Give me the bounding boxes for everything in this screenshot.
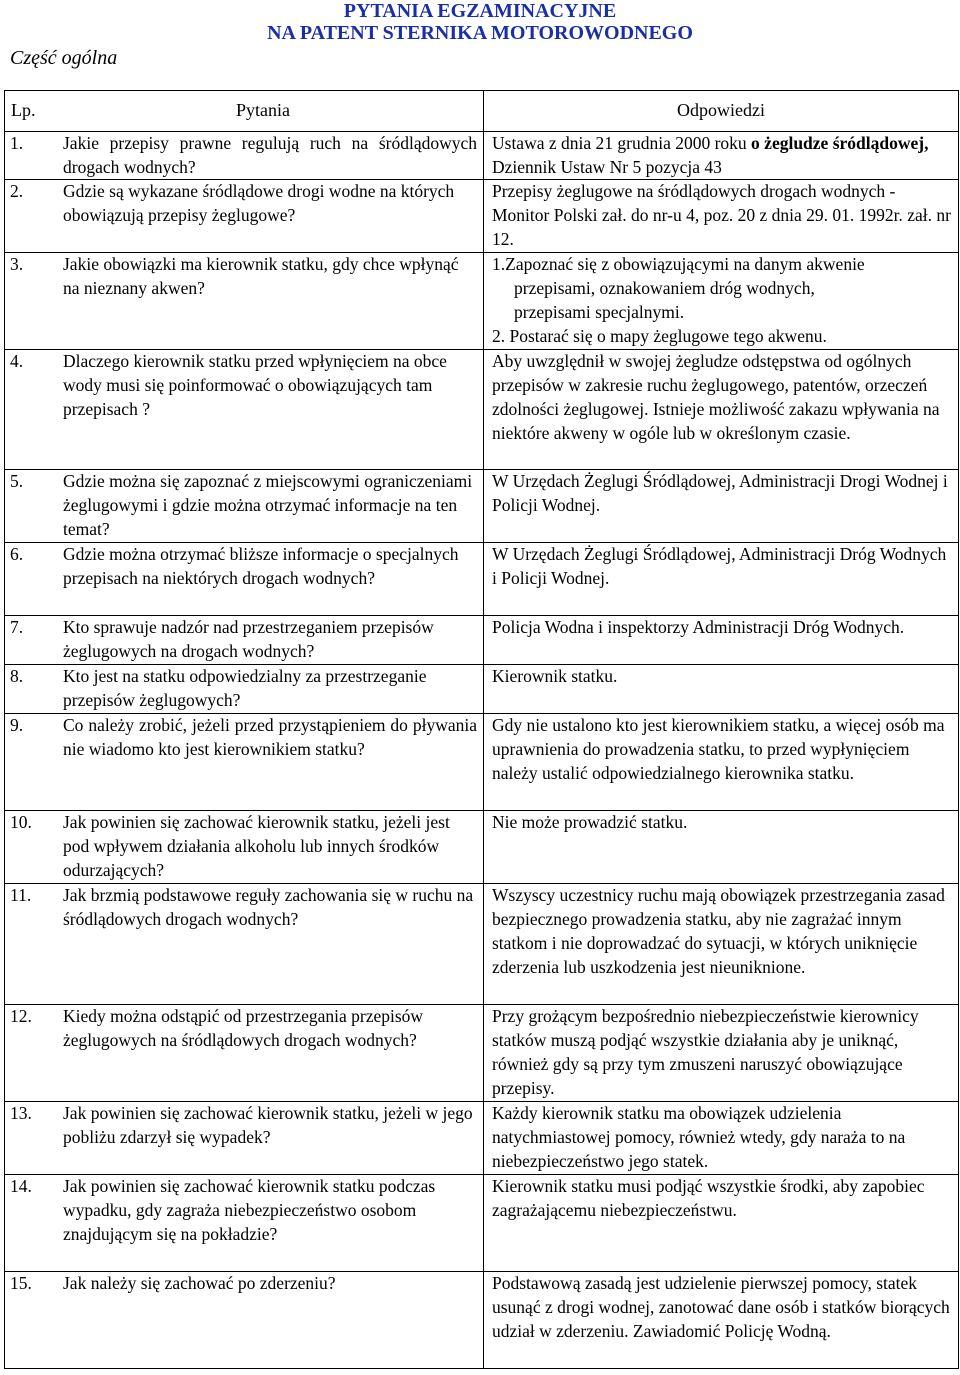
document-title-line2: NA PATENT STERNIKA MOTOROWODNEGO xyxy=(267,22,693,44)
answer-cell xyxy=(484,132,959,180)
header-cell-questions xyxy=(5,91,484,132)
question-text: Dlaczego kierownik statku przed wpłynięciem na obce wody musi się poinformować o obowiązujących tam przepisach ? xyxy=(63,351,447,419)
answer-cell: Wszyscy uczestnicy ruchu mają obowiązek przestrzegania zasad bezpiecznego prowadzenia statku, aby nie zagrażać innym statkom i nie doprowadzać do sytuacji, w których uniknięcie zderzenia lub uszkodzenia jest nieuniknione. xyxy=(484,884,959,1005)
question-number: 7. xyxy=(10,617,24,638)
question-number: 10. xyxy=(10,812,32,833)
questions-table xyxy=(4,90,959,1369)
table-row xyxy=(5,132,959,180)
question-number: 1. xyxy=(10,133,24,153)
question-text: Jak powinien się zachować kierownik statku, jeżeli w jego pobliżu zdarzył się wypadek? xyxy=(63,1103,473,1148)
question-cell xyxy=(5,253,484,350)
question-text: Gdzie można się zapoznać z miejscowymi ograniczeniami żeglugowymi i gdzie można otrzymać informacje na ten temat? xyxy=(63,471,473,539)
question-text: Gdzie można otrzymać bliższe informacje o specjalnych przepisach na niektórych drogach wodnych? xyxy=(63,544,459,589)
question-text: Jakie przepisy prawne regulują ruch na śródlądowych drogach wodnych? xyxy=(63,133,477,177)
question-text: Jak powinien się zachować kierownik statku, jeżeli jest pod wpływem działania alkoholu lub innych środków odurzających? xyxy=(63,812,450,880)
question-text: Kto sprawuje nadzór nad przestrzeganiem przepisów żeglugowych na drogach wodnych? xyxy=(63,617,434,662)
table-row xyxy=(5,1102,959,1175)
answer-cell: Każdy kierownik statku ma obowiązek udzielenia natychmiastowej pomocy, również wtedy, gdy naraża to na niebezpieczeństwo jego statek. xyxy=(484,1102,959,1175)
table-row xyxy=(5,543,959,616)
question-text: Jak brzmią podstawowe reguły zachowania się w ruchu na śródlądowych drogach wodnych? xyxy=(63,885,474,930)
question-text: Jakie obowiązki ma kierownik statku, gdy chce wpłynąć na nieznany akwen? xyxy=(63,254,459,299)
answer-line: przepisami, oznakowaniem dróg wodnych, xyxy=(514,278,815,299)
question-text: Kiedy można odstąpić od przestrzegania przepisów żeglugowych na śródlądowych drogach wodnych? xyxy=(63,1006,424,1051)
question-text: Gdzie są wykazane śródlądowe drogi wodne na których obowiązują przepisy żeglugowe? xyxy=(63,181,455,226)
answer-cell: Kierownik statku. xyxy=(484,665,959,714)
column-header-questions: Pytania xyxy=(236,100,290,121)
question-cell xyxy=(5,470,484,543)
question-number: 11. xyxy=(10,885,32,906)
table-row xyxy=(5,1175,959,1272)
question-number: 6. xyxy=(10,544,24,565)
answer-line: 2. Postarać się o mapy żeglugowe tego akwenu. xyxy=(492,325,827,346)
table-row xyxy=(5,811,959,884)
question-number: 14. xyxy=(10,1176,32,1197)
question-cell xyxy=(5,811,484,884)
answer-text-part: Ustawa z dnia 21 grudnia 2000 roku xyxy=(492,133,752,153)
section-label: Część ogólna xyxy=(10,47,118,69)
answer-cell: W Urzędach Żeglugi Śródlądowej, Administracji Drogi Wodnej i Policji Wodnej. xyxy=(484,470,959,543)
question-text: Kto jest na statku odpowiedzialny za przestrzeganie przepisów żeglugowych? xyxy=(63,666,427,711)
question-cell xyxy=(5,1102,484,1175)
answer-bold-text: o żegludze śródlądowej, xyxy=(751,133,929,153)
table-row xyxy=(5,470,959,543)
question-number: 2. xyxy=(10,181,24,202)
question-cell xyxy=(5,714,484,811)
question-number: 15. xyxy=(10,1273,32,1294)
table-row xyxy=(5,884,959,1005)
table-row xyxy=(5,616,959,665)
question-number: 4. xyxy=(10,351,24,372)
answer-cell: W Urzędach Żeglugi Śródlądowej, Administracji Dróg Wodnych i Policji Wodnej. xyxy=(484,543,959,616)
table-header-row xyxy=(5,91,959,132)
question-text: Co należy zrobić, jeżeli przed przystąpieniem do pływania nie wiadomo kto jest kierownikiem statku? xyxy=(63,715,477,760)
table-row xyxy=(5,665,959,714)
question-number: 12. xyxy=(10,1006,32,1027)
table-row xyxy=(5,1272,959,1369)
question-cell xyxy=(5,616,484,665)
question-cell xyxy=(5,180,484,253)
question-cell xyxy=(5,665,484,714)
answer-cell: Nie może prowadzić statku. xyxy=(484,811,959,884)
answer-cell xyxy=(484,253,959,350)
document-title-line1: PYTANIA EGZAMINACYJNE xyxy=(343,0,617,22)
answer-cell: Aby uwzględnił w swojej żegludze odstępstwa od ogólnych przepisów w zakresie ruchu żeglugowego, patentów, orzeczeń zdolności żeglugowej. Istnieje możliwość zakazu wpływania na niektóre akweny w ogóle lub w określonym czasie. xyxy=(484,350,959,470)
question-text: Jak należy się zachować po zderzeniu? xyxy=(63,1273,336,1294)
column-header-lp: Lp. xyxy=(11,100,36,121)
question-cell xyxy=(5,884,484,1005)
answer-cell: Gdy nie ustalono kto jest kierownikiem statku, a więcej osób ma uprawnienia do prowadzenia statku, to przed wypłynięciem należy ustalić odpowiedzialnego kierownika statku. xyxy=(484,714,959,811)
table-row xyxy=(5,180,959,253)
table-row xyxy=(5,714,959,811)
table-row xyxy=(5,350,959,470)
answer-cell: Kierownik statku musi podjąć wszystkie środki, aby zapobiec zagrażającemu niebezpieczeństwu. xyxy=(484,1175,959,1272)
question-number: 8. xyxy=(10,666,24,687)
question-number: 5. xyxy=(10,471,24,492)
table-row xyxy=(5,1005,959,1102)
answer-cell: Przepisy żeglugowe na śródlądowych drogach wodnych - Monitor Polski zał. do nr-u 4, poz. 20 z dnia 29. 01. 1992r. zał. nr 12. xyxy=(484,180,959,253)
question-cell xyxy=(5,1005,484,1102)
question-cell xyxy=(5,543,484,616)
question-cell xyxy=(5,1272,484,1369)
question-text: Jak powinien się zachować kierownik statku podczas wypadku, gdy zagraża niebezpieczeństwo osobom znajdującym się na pokładzie? xyxy=(63,1176,436,1244)
answer-cell: Policja Wodna i inspektorzy Administracji Dróg Wodnych. xyxy=(484,616,959,665)
column-header-answers: Odpowiedzi xyxy=(484,91,959,132)
question-number: 9. xyxy=(10,715,24,736)
answer-text-part: Dziennik Ustaw Nr 5 pozycja 43 xyxy=(492,156,722,177)
question-cell xyxy=(5,350,484,470)
table-row xyxy=(5,253,959,350)
answer-line: przepisami specjalnymi. xyxy=(514,301,685,322)
question-cell xyxy=(5,1175,484,1272)
answer-line: 1.Zapoznać się z obowiązującymi na danym akwenie xyxy=(492,254,865,275)
answer-cell: Podstawową zasadą jest udzielenie pierwszej pomocy, statek usunąć z drogi wodnej, zanotować dane osób i statków biorących udział w zderzeniu. Zawiadomić Policję Wodną. xyxy=(484,1272,959,1369)
question-number: 13. xyxy=(10,1103,32,1124)
question-number: 3. xyxy=(10,254,24,275)
answer-cell: Przy grożącym bezpośrednio niebezpieczeństwie kierownicy statków muszą podjąć wszystkie działania aby je uniknąć, również gdy są przy tym zmuszeni naruszyć obowiązujące przepisy. xyxy=(484,1005,959,1102)
question-cell xyxy=(5,132,484,180)
